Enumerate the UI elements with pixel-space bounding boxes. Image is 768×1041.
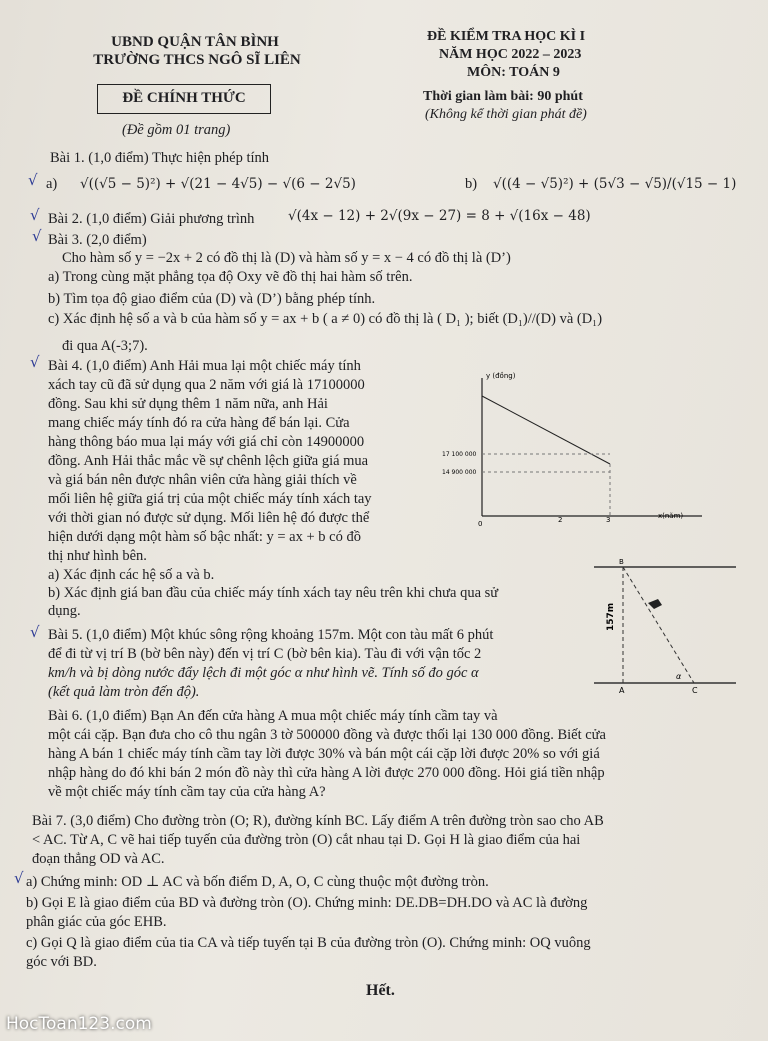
bai4-line: và giá bán nên được nhân viên cửa hàng giải thích về — [48, 472, 357, 488]
school-year: NĂM HỌC 2022 – 2023 — [439, 47, 582, 62]
watermark: HocToan123.com — [6, 1014, 152, 1034]
bai7-c: c) Gọi Q là giao điểm của tia CA và tiếp tuyến tại B của đường tròn (O). Chứng minh: OQ vuông — [26, 935, 591, 951]
price-graph — [440, 368, 710, 533]
bai3-a: a) Trong cùng mặt phẳng tọa độ Oxy vẽ đồ thị hai hàm số trên. — [48, 269, 413, 285]
point-b: B — [619, 558, 624, 566]
point-a: A — [619, 686, 625, 695]
pages-note: (Đề gồm 01 trang) — [122, 122, 231, 138]
river-diagram — [590, 555, 740, 695]
bai7-b2: phân giác của góc EHB. — [26, 914, 167, 930]
subject: MÔN: TOÁN 9 — [467, 65, 560, 80]
bai6-line: một cái cặp. Bạn đưa cho cô thu ngân 3 tờ 500000 đồng và được thối lại 130 000 đồng. Biết cửa — [48, 727, 606, 743]
check-mark: √ — [28, 171, 38, 189]
check-mark: √ — [30, 623, 40, 641]
bai1-b-expr: √((4 − √5)²) + (5√3 − √5)/(√15 − 1) — [493, 176, 737, 192]
river-width-label: 157m — [606, 602, 616, 631]
duration-note: (Không kể thời gian phát đề) — [425, 107, 587, 122]
bai5-line: Bài 5. (1,0 điểm) Một khúc sông rộng khoảng 157m. Một con tàu mất 6 phút — [48, 627, 494, 643]
bai4-line: xách tay cũ đã sử dụng qua 2 năm với giá là 17100000 — [48, 377, 365, 393]
bai5-line: để đi từ vị trí B (bờ bên này) đến vị trí C (bờ bên kia). Tàu đi với vận tốc 2 — [48, 646, 482, 662]
bai4-line: với thời gian nó được sử dụng. Mối liên hệ đó được thể — [48, 510, 370, 526]
district-name: UBND QUẬN TÂN BÌNH — [111, 34, 279, 50]
end-mark: Hết. — [366, 982, 395, 999]
bai2-text: Bài 2. (1,0 điểm) Giải phương trình — [48, 211, 255, 227]
check-mark: √ — [30, 353, 40, 371]
bai3-c: c) Xác định hệ số a và b của hàm số y = ax + b ( a ≠ 0) có đồ thị là ( D₁ ); biết (D₁)//(D) và (D₁) — [48, 311, 603, 327]
bai3-c2: đi qua A(-3;7). — [62, 338, 148, 354]
y-axis-title: y (đồng) — [486, 372, 516, 380]
bai7-line: đoạn thẳng OD và AC. — [32, 851, 165, 867]
boat-icon — [648, 599, 662, 609]
bai6-line: nhập hàng do đó khi bán 2 món đồ này thì cửa hàng A lời được 270 000 đồng. Hỏi giá tiền nhập — [48, 765, 605, 781]
bai5-line: (kết quả làm tròn đến độ). — [48, 684, 200, 700]
x-tick-3: 3 — [606, 516, 611, 524]
bai6-line: hàng A bán 1 chiếc máy tính cầm tay lời được 30% và bán một cái cặp lời được 20% so với giá — [48, 746, 600, 762]
check-mark: √ — [32, 227, 42, 245]
bai1-a-expr: √((√5 − 5)²) + √(21 − 4√5) − √(6 − 2√5) — [80, 176, 356, 192]
bai4-line: đồng. Sau khi sử dụng thêm 1 năm nữa, anh Hải — [48, 396, 328, 412]
bai4-line: đồng. Anh Hải thắc mắc về sự chênh lệch giữa giá mua — [48, 453, 369, 469]
y-tick-1: 17 100 000 — [442, 451, 477, 458]
bai3-b: b) Tìm tọa độ giao điểm của (D) và (D’) bằng phép tính. — [48, 291, 376, 307]
bai4-b: b) Xác định giá ban đầu của chiếc máy tính xách tay nêu trên khi chưa qua sử — [48, 585, 499, 601]
bai4-line: mang chiếc máy tính đó ra cửa hàng để bán lại. Cửa — [48, 415, 350, 431]
origin-label: 0 — [478, 520, 483, 528]
exam-title: ĐỀ KIỂM TRA HỌC KÌ I — [427, 29, 586, 44]
school-name: TRƯỜNG THCS NGÔ SĨ LIÊN — [93, 52, 301, 68]
bai3-title: Bài 3. (2,0 điểm) — [48, 232, 147, 248]
bai2-expr: √(4x − 12) + 2√(9x − 27) = 8 + √(16x − 48) — [288, 208, 591, 224]
bai4-line: hàng thông báo mua lại máy với giá chỉ còn 14900000 — [48, 434, 365, 450]
bai4-line: Bài 4. (1,0 điểm) Anh Hải mua lại một chiếc máy tính — [48, 358, 361, 374]
bai4-a: a) Xác định các hệ số a và b. — [48, 567, 215, 583]
bai3-line1: Cho hàm số y = −2x + 2 có đồ thị là (D) và hàm số y = x − 4 có đồ thị là (D’) — [62, 250, 511, 266]
bai4-b2: dụng. — [48, 603, 81, 619]
y-tick-2: 14 900 000 — [442, 469, 477, 476]
check-mark: √ — [30, 206, 40, 224]
x-tick-2: 2 — [558, 516, 563, 524]
bai4-line: thị như hình bên. — [48, 548, 147, 564]
angle-alpha: α — [676, 672, 682, 681]
bai7-line: < AC. Từ A, C vẽ hai tiếp tuyến của đường tròn (O) cắt nhau tại D. Gọi H là giao điểm của hai — [32, 832, 581, 848]
bai4-line: hiện dưới dạng một hàm số bậc nhất: y = ax + b có đồ — [48, 529, 361, 545]
x-axis-title: x(năm) — [658, 512, 684, 520]
bai4-line: mối liên hệ giữa giá trị của một chiếc máy tính xách tay — [48, 491, 372, 507]
duration: Thời gian làm bài: 90 phút — [423, 89, 583, 104]
bai7-a: a) Chứng minh: OD ⊥ AC và bốn điểm D, A, O, C cùng thuộc một đường tròn. — [26, 874, 489, 890]
bai7-line: Bài 7. (3,0 điểm) Cho đường tròn (O; R), đường kính BC. Lấy điểm A trên đường tròn sao cho AB — [32, 813, 604, 829]
bai7-b: b) Gọi E là giao điểm của BD và đường tròn (O). Chứng minh: DE.DB=DH.DO và AC là đường — [26, 895, 588, 911]
bai7-c2: góc với BD. — [26, 954, 97, 970]
official-label: ĐỀ CHÍNH THỨC — [122, 90, 246, 106]
bai6-line: Bài 6. (1,0 điểm) Bạn An đến cửa hàng A mua một chiếc máy tính cầm tay và — [48, 708, 498, 724]
point-c: C — [692, 686, 698, 695]
bai1-b-label: b) — [465, 176, 478, 192]
bai5-line: km/h và bị dòng nước đẩy lệch đi một góc α như hình vẽ. Tính số đo góc α — [48, 665, 479, 681]
check-mark: √ — [14, 869, 24, 887]
path-line — [623, 567, 694, 683]
bai1-a-label: a) — [46, 176, 58, 192]
bai6-line: về một chiếc máy tính cầm tay của cửa hàng A? — [48, 784, 326, 800]
bai1-title: Bài 1. (1,0 điểm) Thực hiện phép tính — [50, 150, 270, 166]
